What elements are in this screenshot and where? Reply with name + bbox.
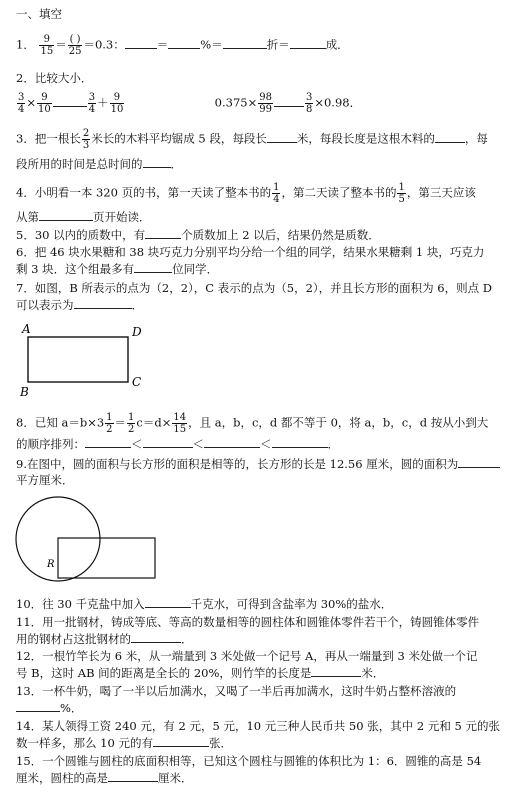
question-7: 7．如图，B 所表示的点为（2，2），C 表示的点为（5，2），并且长方形的面积为 6，则点 D xyxy=(16,281,492,295)
question-15: 15．一个圆锥与圆柱的底面积相等，已知这个圆柱与圆锥的体积比为 1：6．圆锥的高是 54 xyxy=(16,754,482,768)
answer-blank[interactable] xyxy=(168,37,200,49)
question-1: 1． $\frac{9}{15}$ ＝ $\frac{( )}{25}$ ＝0.3： ＝ %＝ 折＝ 成． xyxy=(16,34,349,57)
answer-blank[interactable] xyxy=(290,37,326,49)
radius-label: R xyxy=(47,559,55,570)
answer-blank[interactable] xyxy=(223,37,267,49)
question-2-items: $\frac{3}{4}$ × $\frac{9}{10}$ $\frac{3}{4}$ ＋ $\frac{9}{10}$ 0.375× $\frac{98}{99}$ $\frac{3}{8}$ ×0.98． xyxy=(18,92,362,115)
question-14-line-2: 数一样多，那么 10 元的有 张． xyxy=(16,736,232,750)
answer-blank[interactable] xyxy=(145,227,181,239)
answer-blank[interactable] xyxy=(143,156,171,168)
question-12: 12．一根竹竿长为 6 米，从一端量到 3 米处做一个记号 A，再从一端量到 3 米处做一个记 xyxy=(16,649,478,663)
compare-blank-b[interactable] xyxy=(274,95,304,107)
answer-blank[interactable] xyxy=(272,436,328,448)
question-8-line-2: 的顺序排列： ＜ ＜ ＜ ． xyxy=(16,437,339,451)
q1-number: 1． xyxy=(16,37,35,52)
answer-blank[interactable] xyxy=(134,261,172,273)
question-11: 11．用一批钢材，铸成等底、等高的数量相等的圆柱体和圆锥体零件若干个，铸圆锥体零件 xyxy=(16,615,480,629)
answer-blank[interactable] xyxy=(153,735,209,747)
question-6: 6．把 46 块水果糖和 38 块巧克力分别平均分给一个组的同学，结果水果糖剩 1 块，巧克力 xyxy=(16,245,485,259)
question-13: 13．一杯牛奶，喝了一半以后加满水，又喝了一半后再加满水，这时牛奶占整杯溶液的 xyxy=(16,684,457,698)
answer-blank[interactable] xyxy=(39,209,93,221)
compare-blank-a[interactable] xyxy=(53,95,87,107)
answer-blank[interactable] xyxy=(108,770,158,782)
answer-blank[interactable] xyxy=(85,436,131,448)
question-9-line-2: 平方厘米． xyxy=(16,473,74,487)
point-label-a: A xyxy=(22,322,31,336)
q1-fraction-1: $\frac{9}{15}$ xyxy=(40,34,54,57)
question-6-line-2: 剩 3 块．这个组最多有 位同学． xyxy=(16,262,219,276)
question-13-line-2: %． xyxy=(16,700,524,716)
question-11-line-2: 用的钢材占这批钢材的 ． xyxy=(16,632,193,646)
question-9: 9.在图中，圆的面积与长方形的面积是相等的，长方形的长是 12.56 厘米，圆的面积为 xyxy=(16,456,524,472)
answer-blank[interactable] xyxy=(16,700,60,712)
answer-blank[interactable] xyxy=(204,436,260,448)
point-label-c: C xyxy=(132,375,142,389)
answer-blank[interactable] xyxy=(267,131,297,143)
rectangle xyxy=(58,538,155,578)
circle-rectangle-figure xyxy=(14,495,164,583)
question-10: 10．往 30 千克盐中加入 千克水，可得到含盐率为 30%的盐水． xyxy=(16,597,393,611)
rectangle-abcd xyxy=(28,337,128,382)
question-4: 4．小明看一本 320 页的书，第一天读了整本书的 $\frac{1}{4}$ ，第二天读了整本书的 $\frac{1}{5}$ ，第三天应该 xyxy=(16,182,476,205)
answer-blank[interactable] xyxy=(143,436,193,448)
section-title: 一、填空 xyxy=(16,7,62,21)
point-label-b: B xyxy=(20,385,29,399)
rectangle-figure xyxy=(18,320,158,400)
q1-fraction-2: $\frac{( )}{25}$ xyxy=(68,34,82,57)
point-label-d: D xyxy=(132,325,142,339)
question-3: 3．把一根长 $\frac{2}{3}$ 米长的木料平均锯成 5 段，每段长 米，每段长度是这根木料的 ，每 xyxy=(16,128,488,151)
answer-blank[interactable] xyxy=(458,456,500,468)
question-3-line-2: 段所用的时间是总时间的 ． xyxy=(16,157,182,171)
question-15-line-2: 厘米，圆柱的高是 厘米． xyxy=(16,771,193,785)
answer-blank[interactable] xyxy=(145,596,191,608)
question-12-line-2: 号 B，这时 AB 间的距离是全长的 20%，则竹竿的长度是 米． xyxy=(16,666,385,680)
answer-blank[interactable] xyxy=(311,665,361,677)
question-7-line-2: 可以表示为 ． xyxy=(16,298,143,312)
question-4-line-2: 从第 页开始读． xyxy=(16,210,151,224)
question-5: 5．30 以内的质数中，有 个质数加上 2 以后，结果仍然是质数． xyxy=(16,228,380,242)
answer-blank[interactable] xyxy=(131,631,181,643)
answer-blank[interactable] xyxy=(74,297,132,309)
question-2-title: 2．比较大小． xyxy=(16,71,93,85)
answer-blank[interactable] xyxy=(435,131,465,143)
answer-blank[interactable] xyxy=(125,37,157,49)
question-14: 14．某人领得工资 240 元，有 2 元，5 元，10 元三种人民币共 50 张，其中 2 元和 5 元的张 xyxy=(16,719,500,733)
question-8: 8．已知 a＝b×3 $\frac{1}{2}$ ＝ $\frac{1}{2}$ c＝d× $\frac{14}{15}$ ，且 a，b，c，d 都不等于 0，将 a，b，c，d 按从小到大 xyxy=(16,412,489,435)
